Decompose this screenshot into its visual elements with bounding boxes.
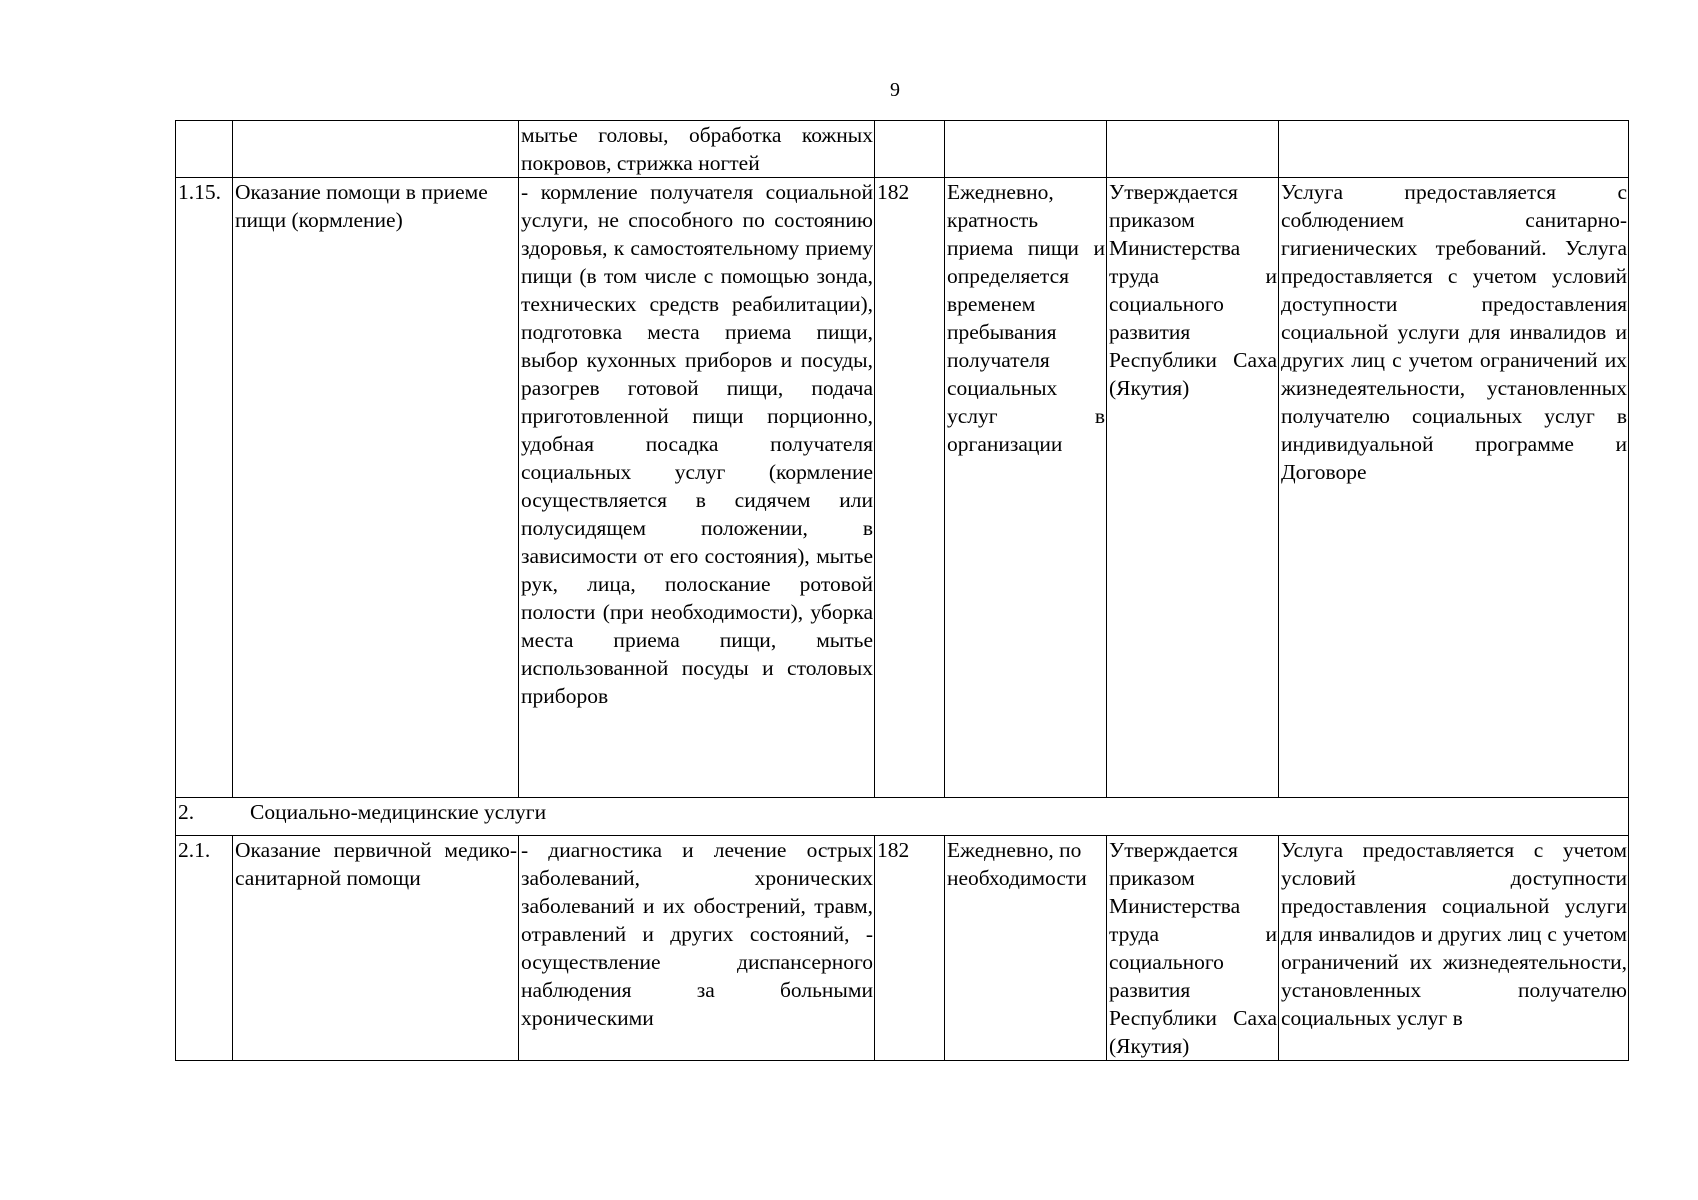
services-table xyxy=(175,120,1629,1061)
conditions-cell: Услуга предоставляется с соблюдением санитарно-гигиенических требований. Услуга предоставляется с учетом условий доступности предоставления социальной услуги для инвалидов и других лиц с учетом ограничений их жизнедеятельности, установленных получателю социальных услуг в индивидуальной программе и Договоре xyxy=(1279,178,1629,798)
cost-cell: 182 xyxy=(875,836,945,1061)
cost-cell: 182 xyxy=(875,178,945,798)
section-number: 2. xyxy=(178,800,195,824)
page-number: 9 xyxy=(890,79,900,101)
cost-cell xyxy=(875,121,945,178)
service-name-cell: Оказание первичной медико-санитарной помощи xyxy=(233,836,519,1061)
row-number-cell: 1.15. xyxy=(176,178,233,798)
service-content-cell: - диагностика и лечение острых заболеваний, хронических заболеваний и их обострений, травм, отравлений и других состояний, - осуществление диспансерного наблюдения за больными хроническими xyxy=(519,836,875,1061)
approval-cell: Утверждается приказом Министерства труда и социального развития Республики Саха (Якутия) xyxy=(1107,836,1279,1061)
table-row xyxy=(176,121,1629,178)
service-name-cell: Оказание помощи в приеме пищи (кормление) xyxy=(233,178,519,798)
section-row xyxy=(176,798,1629,836)
period-cell: Ежедневно, кратность приема пищи и определяется временем пребывания получателя социальных услуг в организации xyxy=(945,178,1107,798)
table-row xyxy=(176,836,1629,1061)
period-cell xyxy=(945,121,1107,178)
section-title: Социально-медицинские услуги xyxy=(250,800,547,824)
section-heading-cell xyxy=(176,798,1629,836)
service-content-cell: - кормление получателя социальной услуги, не способного по состоянию здоровья, к самостоятельному приему пищи (в том числе с помощью зонда, технических средств реабилитации), подготовка места приема пищи, выбор кухонных приборов и посуды, разогрев готовой пищи, подача приготовленной пищи порционно, удобная посадка получателя социальных услуг (кормление осуществляется в сидячем или полусидящем положении, в зависимости от его состояния), мытье рук, лица, полоскание ротовой полости (при необходимости), уборка места приема пищи, мытье использованной посуды и столовых приборов xyxy=(519,178,875,798)
table-row xyxy=(176,178,1629,798)
period-cell: Ежедневно, по необходимости xyxy=(945,836,1107,1061)
service-name-cell xyxy=(233,121,519,178)
row-number-cell: 2.1. xyxy=(176,836,233,1061)
approval-cell xyxy=(1107,121,1279,178)
conditions-cell xyxy=(1279,121,1629,178)
row-number-cell xyxy=(176,121,233,178)
service-content-cell: мытье головы, обработка кожных покровов, стрижка ногтей xyxy=(519,121,875,178)
approval-cell: Утверждается приказом Министерства труда и социального развития Республики Саха (Якутия) xyxy=(1107,178,1279,798)
conditions-cell: Услуга предоставляется с учетом условий доступности предоставления социальной услуги для инвалидов и других лиц с учетом ограничений их жизнедеятельности, установленных получателю социальных услуг в xyxy=(1279,836,1629,1061)
